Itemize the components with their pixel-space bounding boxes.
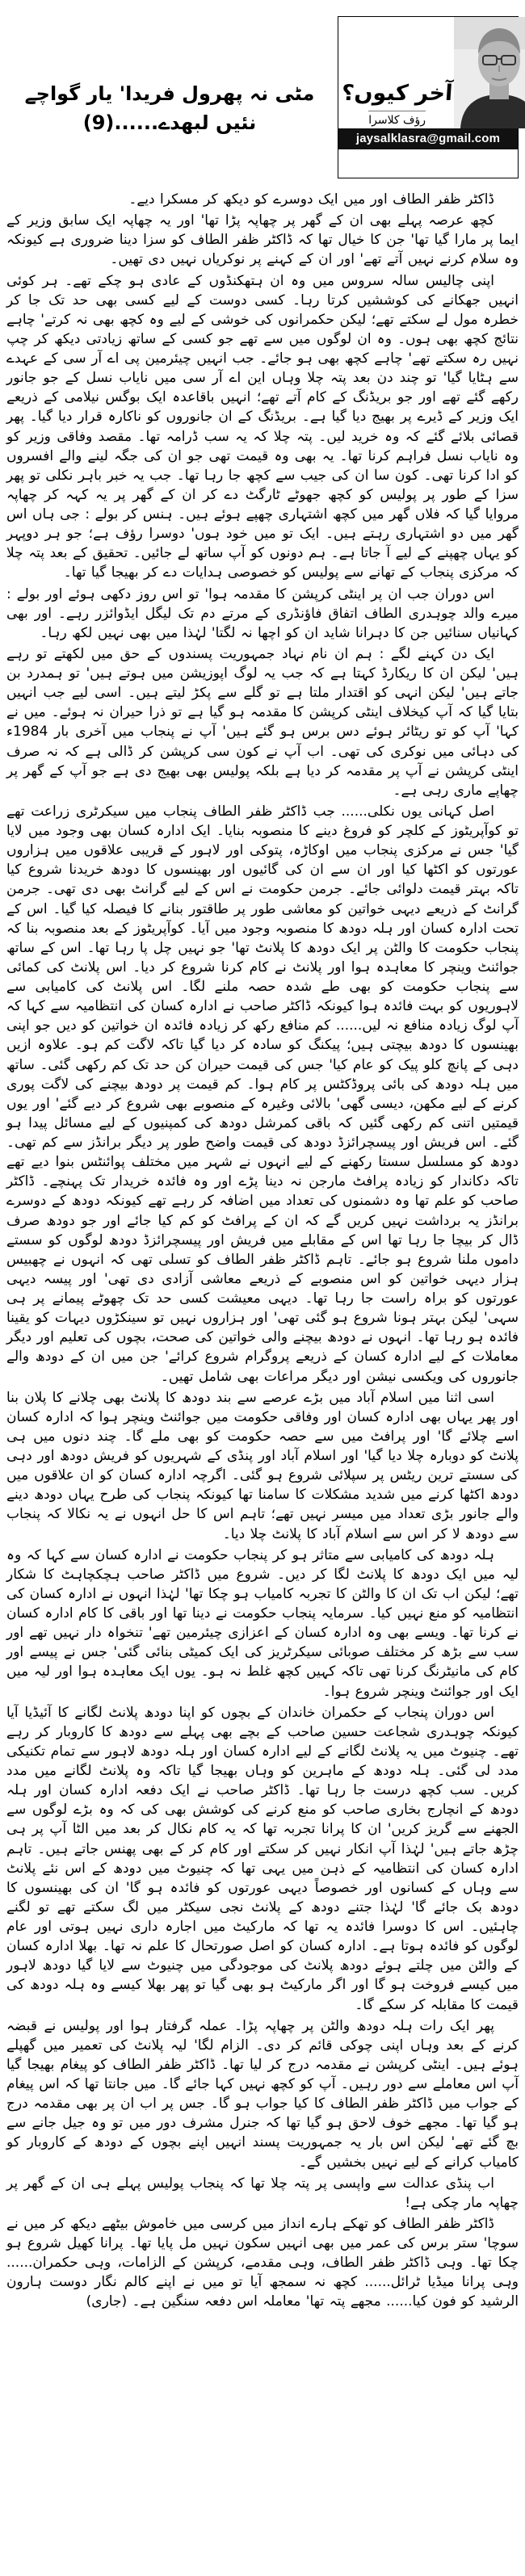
- author-name: رؤف کلاسرا: [368, 111, 426, 127]
- article-paragraph: کچھ عرصہ پہلے بھی ان کے گھر پر چھاپہ پڑا تھا' اور یہ چھاپہ ایک سابق وزیر کے ایما پر مارا گیا تھا' جن کا خیال تھا کہ ڈاکٹر ظفر الطاف کو سزا دینا ضروری ہے کیونکہ وہ سلام کرنے نہیں آتے تھے' اور ان کے کہنے پر نوکریاں نہیں دی تھیں۔: [6, 212, 519, 268]
- author-box-top: [338, 17, 518, 128]
- article-paragraph: ڈاکٹر ظفر الطاف اور میں ایک دوسرے کو دیکھ کر مسکرا دیے۔: [128, 191, 494, 208]
- article-paragraph: ایک دن کہنے لگے : ہم ان نام نہاد جمہوریت پسندوں کے حق میں لکھتے تو رہے ہیں' لیکن ان کا ریکارڈ کہتا ہے کہ جب یہ لوگ اپوزیشن میں ہوتے ہیں' تو ہمدرد بن جاتے ہیں' لیکن انہی کو اقتدار ملتا ہے تو گلے سے پکڑ لیتے ہیں۔ اسی لیے جب انہیں بتایا گیا کہ آپ کیخلاف اینٹی کرپشن کا مقدمہ ہو گیا ہے تو ذرا حیران نہ ہوئے۔ میں نے کہا' آپ کو تو ریٹائر ہوئے دس برس ہو گئے ہیں' آپ نے پنجاب میں آخری بار 1984ء کی دہائی میں نوکری کی تھی۔ اب آپ نے کون سی کرپشن کر ڈالی ہے کہ نہ صرف اینٹی کرپشن نے آپ پر مقدمہ کر دیا ہے بلکہ پولیس بھی بھیج دی ہے جو آپ کے گھر پر چھاپے ماری رہی ہے۔: [6, 645, 519, 799]
- author-box: [338, 16, 519, 178]
- article-paragraph: اسی اثنا میں اسلام آباد میں بڑے عرصے سے بند دودھ کا پلانٹ بھی چلانے کا پلان بنا اور پھر یہاں بھی ادارہ کسان اور وفاقی حکومت میں جوائنٹ وینچر ہوا کہ ادارہ کسان اسے چلائے گا' اور پرافٹ میں سے حصہ حکومت کو بھی ملے گا۔ چند دنوں میں ہی پلانٹ کو دوبارہ چلا دیا گیا' اور اسلام آباد اور پنڈی کے شہریوں کو فریش دودھ اور دہی کی سستے ترین ریٹس پر سپلائی شروع ہو گئی۔ اگرچہ ادارہ کسان کو ان علاقوں میں دودھ اکٹھا کرنے میں شدید مشکلات کا سامنا تھا کیونکہ پنجاب کی طرح یہاں دودھ دینے والے جانور بڑی تعداد میں میسر نہیں تھے؛ تاہم اس کا حل انہوں نے یہ نکالا کہ پنجاب سے دودھ لا کر اس سے اسلام آباد کا پلانٹ چلا دیا۔: [6, 1389, 519, 1542]
- article-paragraph: اس دوران جب ان پر اینٹی کرپشن کا مقدمہ ہوا' تو اس روز دکھی ہوئے اور بولے : میرے والد چوہدری الطاف اتفاق فاؤنڈری کے مرتے دم تک لیگل ایڈوائزر رہے۔ اور بھی کہانیاں سنائیں جن کا دہرانا شاید ان کو اچھا نہ لگتا' لہٰذا میں بھی نہیں لکھ رہا۔: [6, 585, 519, 641]
- article-headline: مٹی نہ پھرول فریدا' یار گواچے نئیں لبھدے......(9): [24, 82, 315, 134]
- article-paragraph: اس دوران پنجاب کے حکمران خاندان کے بچوں کو اپنا دودھ پلانٹ لگانے کا آئیڈیا آیا کیونکہ چوہدری شجاعت حسین صاحب کے بچے بھی پہلے سے دودھ کا کاروبار کر رہے تھے۔ چنیوٹ میں یہ پلانٹ لگانے کے لیے ادارہ کسان اور ہلہ دودھ لاہور سے تمام تکنیکی مدد لی گئی۔ ہلہ دودھ کے ماہرین کو وہاں بھیجا گیا تاکہ وہ پلانٹ لگانے میں مدد کریں۔ سب کچھ درست جا رہا تھا۔ ڈاکٹر صاحب نے ایک دفعہ ادارہ کسان اور ہلہ دودھ کے انچارج بخاری صاحب کو منع کرنے کی کوشش بھی کی کہ وہ بڑے لوگوں سے الجھنے سے گریز کریں' ان کا پرانا تجربہ تھا کہ یہ کام نکال کر بعد میں الٹا آپ پر ہی چڑھ جاتے ہیں' لہٰذا آپ انکار نہیں کر سکتے اور کام کر کے بھی پھنس جاتے ہیں۔ تاہم ادارہ کسان کی انتظامیہ کے ذہن میں یہی تھا کہ چنیوٹ میں دودھ کے اس نئے پلانٹ سے وہاں کے کسانوں اور خصوصاً دیہی عورتوں کو فائدہ ہو گا' ان کی بھینسوں کا دودھ بک جائے گا' لہٰذا جتنے دودھ کے پلانٹ نجی سیکٹر میں لگ سکتے تھے تو لگنے چاہئیں۔ اس کا دوسرا فائدہ یہ تھا کہ مارکیٹ میں اجارہ داری نہیں ہوتی اور عام لوگوں کو فائدہ ہوتا ہے۔ ادارہ کسان کو اصل صورتحال کا علم نہ تھا۔ بھلا ادارہ کسان کے والٹن میں چلتے ہوئے دودھ پلانٹ کی موجودگی میں چنیوٹ سے لایا گیا دودھ لاہور میں کیسے فروخت ہو گا اور اگر مارکیٹ ہو بھی گیا تو پھر بھلا کیسے وہ ہلہ دودھ کی قیمت کا مقابلہ کر سکے گا۔: [6, 1704, 519, 2013]
- article-paragraph: ڈاکٹر ظفر الطاف کو تھکے ہارے انداز میں کرسی میں خاموش بیٹھے دیکھ کر میں نے سوچا' ستر برس کی عمر میں بھی انہیں سکون نہیں مل پایا تھا۔ پرانا کھیل شروع ہو چکا تھا۔ وہی ڈاکٹر ظفر الطاف، وہی مقدمے، کرپشن کے الزامات، وہی حکمران...... وہی پرانا میڈیا ٹرائل...... کچھ نہ سمجھ آیا تو میں نے اپنے کالم نگار دوست ہارون الرشید کو فون کیا...... مجھے پتہ تھا' معاملہ اس دفعہ سنگین ہے۔ (جاری): [6, 2215, 519, 2310]
- article-body: [6, 190, 519, 2312]
- author-photo: [454, 17, 525, 128]
- article-paragraph: اب پنڈی عدالت سے واپسی پر پتہ چلا تھا کہ پنجاب پولیس پہلے ہی ان کے گھر پر چھاپہ مار چکی ہے!: [6, 2175, 519, 2211]
- author-email: jaysalklasra@gmail.com: [338, 128, 518, 149]
- column-header: [6, 5, 519, 178]
- headline-wrap: [6, 5, 338, 178]
- column-title-block: [338, 17, 454, 128]
- article-paragraph: ہلہ دودھ کی کامیابی سے متاثر ہو کر پنجاب حکومت نے ادارہ کسان سے کہا کہ وہ لیہ میں ایک دودھ کا پلانٹ لگا کر دیں۔ شروع میں ڈاکٹر صاحب ہچکچاہٹ کا شکار تھے؛ لیکن اب تک ان کا والٹن کا تجربہ کامیاب ہو چکا تھا' لہٰذا انہوں نے ادارہ کسان کی انتظامیہ کو منع نہیں کیا۔ سرمایہ پنجاب حکومت نے دینا تھا اور باقی کا کام ادارہ کسان نے کرنا تھا۔ ویسے بھی وہ ادارہ کسان کے اعزازی چیئرمین تھے' تنخواہ دار نہیں تھے اور سب سے بڑھ کر مختلف صوبائی سیکرٹریز کی ایک کمیٹی بنائی گئی' جس نے پیسے اور کام کی مانیٹرنگ کرنا تھی تاکہ کہیں کچھ غلط نہ ہو۔ یوں ایک معاہدہ ہوا اور لیہ میں ایک اور جوائنٹ وینچر شروع ہوا۔: [6, 1546, 519, 1700]
- column-title: آخر کیوں؟: [340, 81, 454, 107]
- article-paragraph: اصل کہانی یوں نکلی...... جب ڈاکٹر ظفر الطاف پنجاب میں سیکرٹری زراعت تھے تو کوآپریٹوز کے کلچر کو فروغ دینے کا منصوبہ بنایا۔ ایک ادارہ کسان بھی وجود میں لایا گیا' جس نے مرکزی پنجاب میں اوکاڑہ، پتوکی اور لاہور کے قریبی علاقوں میں ہزاروں عورتوں کو اکٹھا کیا اور ان سے ان کی گائیوں اور بھینسوں کا دودھ خریدنا شروع کیا تاکہ بہتر قیمت دلوائی جائے۔ جرمن حکومت نے اس کے لیے گرانٹ بھی دی تھی۔ جرمن گرانٹ کے ذریعے دیہی خواتین کو معاشی طور پر طاقتور بنانے کا فیصلہ کیا گیا۔ اس کے تحت ادارہ کسان اور ہلہ دودھ کا منصوبہ وجود میں آیا۔ کوآپریٹوز کے بعد منصوبہ بنا کہ پنجاب حکومت کا والٹن پر ایک دودھ کا پلانٹ تھا' جو نہیں چل پا رہا تھا۔ اس کے ساتھ جوائنٹ وینچر کا معاہدہ ہوا اور پلانٹ نے کام کرنا شروع کر دیا۔ اس پلانٹ کی کمائی سے پنجاب حکومت کو بھی طے شدہ حصہ ملنے لگا۔ اس پلانٹ کی کامیابی سے لاہوریوں کو بہت فائدہ ہوا کیونکہ ڈاکٹر صاحب نے ادارہ کسان کی انتظامیہ سے کہا کہ آپ لوگ زیادہ منافع نہ لیں...... کم منافع رکھ کر زیادہ فائدہ ان خواتین کو دیں جو اپنی بھینسوں کا دودھ بیچتی ہیں؛ پیکنگ کو سادہ کر دیا گیا تاکہ لاگت کم ہو۔ علاوہ ازیں دہی کے پانچ کلو پیک کو عام کیا' جس کی قیمت حیران کن حد تک کم رکھی گئی۔ ساتھ میں ہلہ دودھ کی بائی پروڈکٹس پر کام ہوا۔ کم قیمت پر دودھ بیچنے کی لاگت پوری کرنے کے لیے مکھن، دیسی گھی' بالائی وغیرہ کے منصوبے بھی شروع کر دیے گئے' اور یوں قیمتیں اتنی کم رکھی گئیں کہ باقی کمرشل دودھ کی کمپنیوں کے لیے مسائل پیدا ہو گئے۔ اس فریش اور پیسچرائزڈ دودھ کی قیمت واضح طور پر دیگر برانڈز سے کم تھی۔ دودھ کو مسلسل سستا رکھنے کے لیے انہوں نے شہر میں مختلف پوائنٹس بنوا دیے تھے تاکہ دکاندار کو زیادہ پرافٹ مارجن نہ دینا پڑے اور وہ فائدہ خریدار تک پہنچے۔ ڈاکٹر صاحب کو علم تھا وہ دشمنوں کی تعداد میں اضافہ کر رہے تھے کیونکہ دودھ کے دوسرے برانڈز یہ برداشت نہیں کریں گے کہ ان کے پرافٹ کو کم کیا جائے اور جو دودھ صرف ڈال کر بیچا جا رہا تھا اس کے مقابلے میں فریش اور پیسچرائزڈ دودھ لوگوں کو سستے داموں ملنا شروع ہو جائے۔ تاہم ڈاکٹر ظفر الطاف کو تسلی تھی کہ انہوں نے چھبیس ہزار دیہی خواتین کو اس منصوبے کے ذریعے معاشی آزادی دی تھی' اور پیسہ دیہی عورتوں کو براہ راست جا رہا تھا۔ دیہی معیشت کسی حد تک چھوٹے پیمانے پر ہی سہی' لیکن بہتر ہونا شروع ہو گئی تھی' اور ہزاروں نہیں تو سینکڑوں دیہات کو یقینا فائدہ ہو رہا تھا۔ انہوں نے دودھ بیچنے والی خواتین کی صحت، بچوں کی تعلیم اور دیگر معاملات کے لیے ادارہ کسان کے ذریعے پروگرام شروع کرائے' جن میں ان کے دودھ والے جانوروں کی ویکسی نیشن اور دیگر مراعات بھی شامل تھیں۔: [6, 803, 519, 1385]
- author-portrait-image: [454, 17, 525, 128]
- article-paragraph: اپنی چالیس سالہ سروس میں وہ ان ہتھکنڈوں کے عادی ہو چکے تھے۔ ہر کوئی انہیں جھکانے کی کوششیں کرتا رہا۔ کسی دوست کے لیے کسی بھی حد تک جا کر خطرہ مول لے سکتے تھے؛ لیکن حکمرانوں کی خوشی کے لیے وہ کچھ بھی نہ کرتے' چاہے نتائج کچھ بھی ہوں۔ وہ ان لوگوں میں سے تھے جو کسی کے ساتھ زیادتی دیکھ کر چپ نہیں رہ سکتے تھے' چاہے کچھ بھی ہو جائے۔ جب انہیں چیئرمین پی اے آر سی کے عہدے سے ہٹایا گیا' تو چند دن بعد پتہ چلا وہاں این اے آر سی میں نایاب نسل کے جو جانور رکھے گئے تھے اور جو بریڈنگ کے کام آتے تھے؛ انہیں باقاعدہ ایک بوگس نیلامی کے ذریعے ایک وزیر کے ڈیرے پر بھیج دیا گیا ہے۔ بریڈنگ کے ان جانوروں کو ناکارہ قرار دیا گیا۔ پھر قصائی بلائے گئے کہ وہ خرید لیں۔ پتہ چلا کہ یہ سب ڈرامہ تھا۔ مقصد وفاقی وزیر کو وہ نایاب نسل فراہم کرنا تھا۔ یہ بھی وہ قیمت تھی جو ان کی جگہ لینے والے افسروں کو ادا کرنا تھی۔ کون سا ان کی جیب سے کچھ جا رہا تھا۔ جب یہ خبر باہر نکلی تو پھر سزا کے طور پر پولیس کو کچھ جھوٹے ٹارگٹ دے کر ان کے گھر پر یہ کہہ کر چھاپہ مروایا گیا کہ فلاں گھر میں کچھ اشتہاری چھپے ہوئے ہیں۔ ہنس کر بولے : جی ہاں اس گھر میں دو اشتہاری رہتے ہیں۔ ایک تو میں خود ہوں' دوسرا رؤف ہے؛ جو ہر دوپہر کو یہاں چھپنے کے لیے آ جاتا ہے۔ ہم دونوں کو آپ ساتھ لے جائیں۔ تحقیق کے بعد پتہ چلا کہ مرکزی پنجاب کے تھانے سے پولیس کو خصوصی ہدایات دے کر بھیجا گیا تھا۔: [6, 272, 519, 581]
- article-paragraph: پھر ایک رات ہلہ دودھ والٹن پر چھاپہ پڑا۔ عملہ گرفتار ہوا اور پولیس نے قبضہ کرنے کے بعد وہاں اپنی چوکی قائم کر دی۔ الزام لگا' لیہ پلانٹ کی تعمیر میں گھپلے ہوئے ہیں۔ اینٹی کرپشن نے مقدمہ درج کر لیا تھا۔ ڈاکٹر ظفر الطاف کو پیغام بھیجا گیا آپ اس معاملے سے دور رہیں۔ آپ کو کچھ نہیں کہا جائے گا۔ میں جانتا تھا کہ اس پیغام کے جواب میں ڈاکٹر ظفر الطاف کا کیا جواب ہو گا۔ جس پر اب ان پر بھی مقدمہ درج ہو گیا تھا۔ مجھے خوف لاحق ہو گیا تھا کہ جنرل مشرف دور میں تو وہ جیل جانے سے بچ گئے تھے' لیکن اس بار یہ جمہوریت پسند انہیں اپنے بچوں کے دودھ کے کاروبار کو کامیاب کرانے کے لیے نہیں بخشیں گے۔: [6, 2017, 519, 2171]
